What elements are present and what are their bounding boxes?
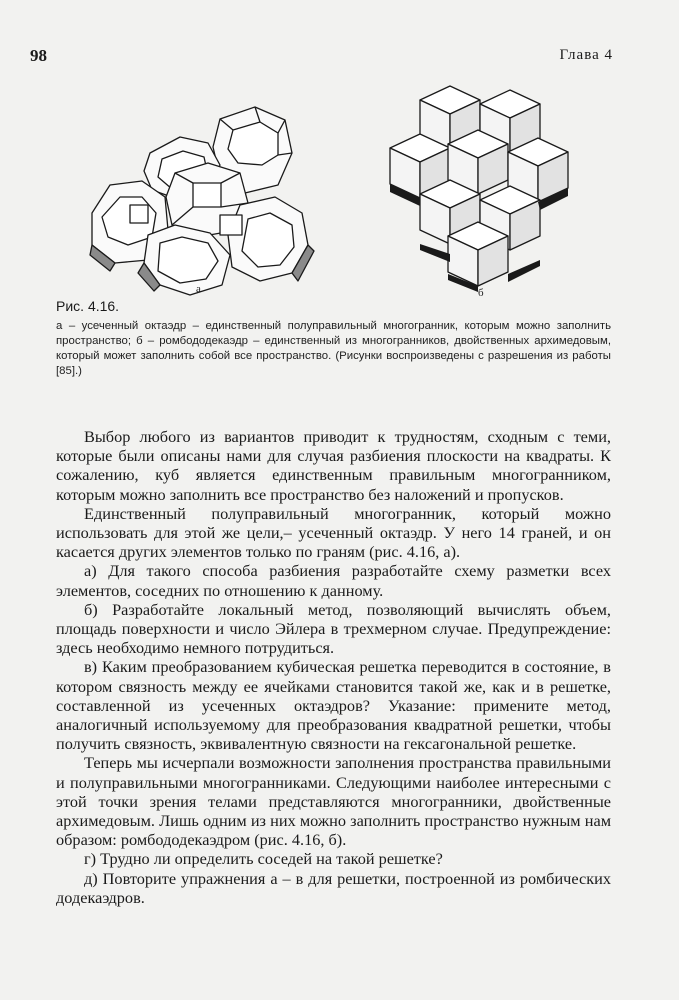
rhombic-dodecahedra-figure <box>378 78 578 298</box>
running-head: Глава 4 <box>559 47 613 63</box>
figure-label-a: а <box>196 283 201 295</box>
figure-caption: а – усеченный октаэдр – единственный полуправильный многогранник, которым можно заполнить пространство; б – ромбододекаэдр – единственный из многогранников, двойственных архимедовым, который может заполнить собой все пространство. (Рисунки воспроизведены с разрешения из работы [85].) <box>56 320 611 377</box>
exercise-a: а) Для такого способа разбиения разработайте схему разметки всех элементов, соседних по отношению к данному. <box>56 561 611 600</box>
exercise-b: б) Разработайте локальный метод, позволяющий вычислять объем, площадь поверхности и число Эйлера в трехмерном случае. Предупреждение: здесь необходимо немного потрудиться. <box>56 599 611 658</box>
exercise-e: д) Повторите упражнения а – в для решетки, построенной из ромбических додекаэдров. <box>56 868 611 907</box>
exercise-c: в) Каким преобразованием кубическая решетка переводится в состояние, в котором связность между ее ячейками становится такой же, как и в решетке, составленной из усеченных октаэдров? Указание: примените метод, аналогичный используемому для преобразования квадратной решетки, чтобы получить связность, эквивалентную связности на гексагональной решетке. <box>56 657 611 754</box>
exercise-d: г) Трудно ли определить соседей на такой решетке? <box>84 849 443 869</box>
paragraph: Выбор любого из вариантов приводит к трудностям, сходным с теми, которые были описаны нами для случая разбиения плоскости на квадраты. К сожалению, куб является единственным правильным многогранником, которым можно заполнить все пространство без наложений и пропусков. <box>56 427 611 504</box>
body-text <box>56 427 611 907</box>
truncated-octahedra-figure <box>80 85 320 300</box>
paragraph: Теперь мы исчерпали возможности заполнения пространства правильными и полуправильными многогранниками. Следующими наиболее интересными с этой точки зрения телами представляются многогранники, двойственные архимедовым. Лишь одним из них можно заполнить пространство нужным нам образом: ромбододекаэдром (рис. 4.16, б). <box>56 753 611 850</box>
page-number: 98 <box>30 46 47 65</box>
figure-label-b: б <box>478 287 484 299</box>
figure-caption-title: Рис. 4.16. <box>56 298 120 314</box>
paragraph: Единственный полуправильный многогранник, который можно использовать для этой же цели,– усеченный октаэдр. У него 14 граней, и он касается других элементов только по граням (рис. 4.16, а). <box>56 503 611 562</box>
